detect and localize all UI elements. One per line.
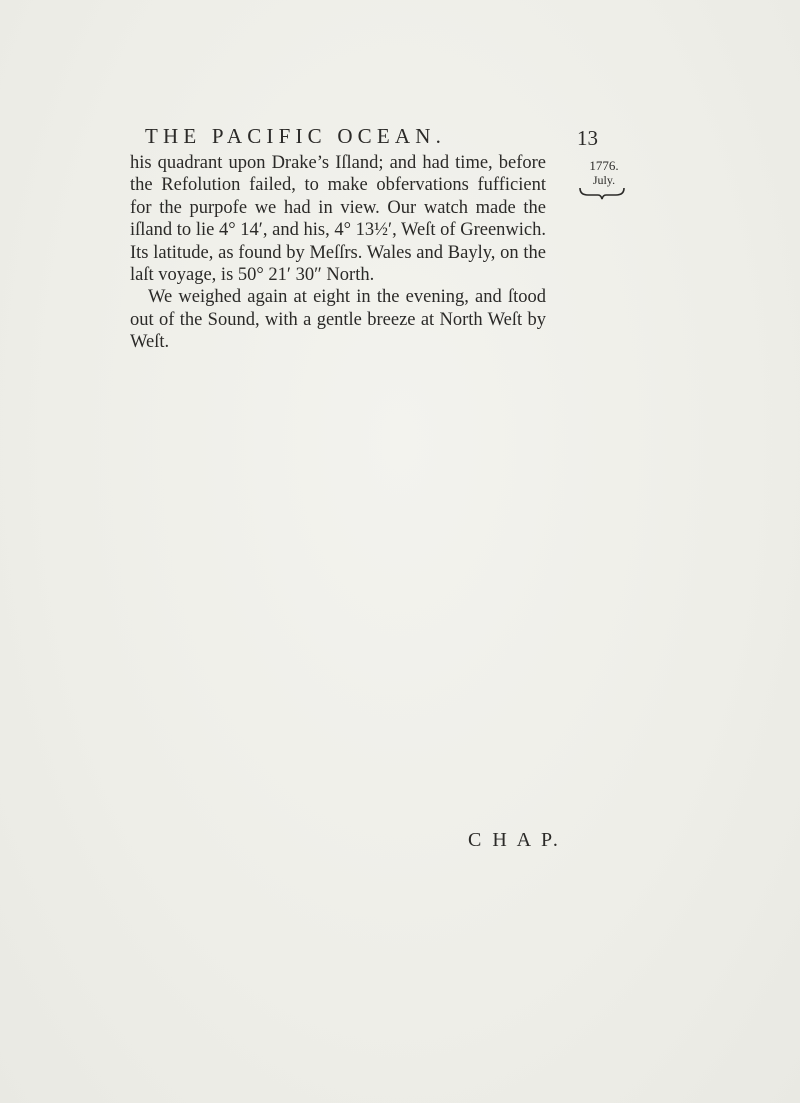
running-title: THE PACIFIC OCEAN. bbox=[145, 124, 447, 148]
date-brace-icon bbox=[578, 186, 626, 200]
paragraph-1: his quadrant upon Drake’s Iſland; and had time, before the Refolution failed, to make obfervations fufficient for the purpofe we had in view. Our watch made the iſland to lie 4° 14′, and his, 4° 13½′, Weſt of Greenwich. Its latitude, as found by Meſſrs. Wales and Bayly, on the laſt voyage, is 50° 21′ 30″ North. bbox=[130, 153, 546, 286]
body-text bbox=[130, 152, 546, 354]
margin-note-month: July. bbox=[592, 173, 616, 187]
catchword: C H A P. bbox=[468, 829, 561, 851]
margin-note-year: 1776. bbox=[589, 158, 619, 173]
page-number: 13 bbox=[577, 126, 598, 150]
margin-note bbox=[582, 158, 626, 188]
paragraph-2: We weighed again at eight in the evening, and ſtood out of the Sound, with a gentle breeze at North Weſt by Weſt. bbox=[130, 287, 546, 353]
